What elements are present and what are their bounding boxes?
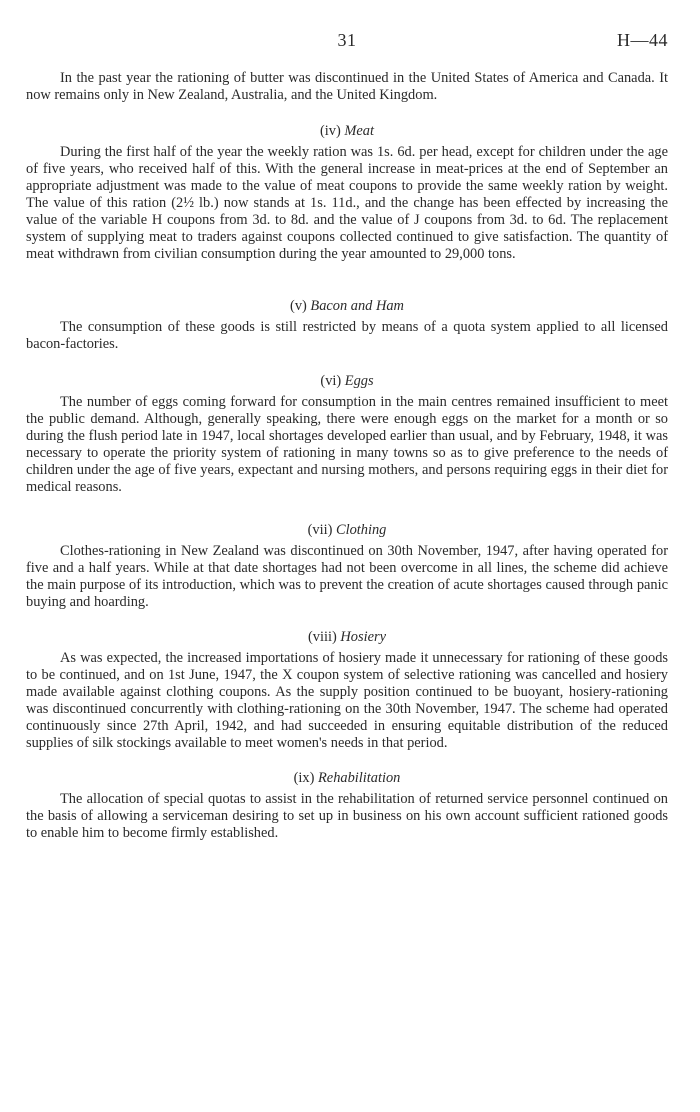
section-heading-rehabilitation	[26, 770, 668, 787]
section-heading-eggs	[26, 373, 668, 390]
section-paragraph-bacon-and-ham: The consumption of these goods is still restricted by means of a quota system applied to all licensed bacon-factories.	[26, 319, 668, 352]
page-header	[26, 30, 668, 54]
section-title: Eggs	[344, 373, 374, 389]
section-title: Hosiery	[340, 629, 386, 645]
section-numeral: (v)	[290, 298, 307, 314]
page-number: 31	[337, 30, 357, 50]
body-text	[26, 70, 668, 842]
section-paragraph-rehabilitation: The allocation of special quotas to assist in the rehabilitation of returned service personnel continued on the basis of allowing a serviceman desiring to set up in business on his own account sufficient rationed goods to enable him to become firmly established.	[26, 791, 668, 841]
section-title: Meat	[344, 123, 374, 139]
section-numeral: (ix)	[293, 770, 315, 786]
section-numeral: (iv)	[320, 123, 341, 139]
section-numeral: (viii)	[308, 629, 337, 645]
section-title: Bacon and Ham	[310, 298, 404, 314]
section-title: Clothing	[336, 522, 387, 538]
section-paragraph-eggs: The number of eggs coming forward for consumption in the main centres remained insufficient to meet the public demand. Although, generally speaking, there were enough eggs on the market for a month or so during the flush period late in 1947, local shortages developed earlier than usual, and by February, 1948, it was necessary to operate the priority system of rationing in many towns so as to give preference to the needs of children under the age of five years, expectant and nursing mothers, and persons requiring eggs in their diet for medical reasons.	[26, 394, 668, 495]
intro-paragraph: In the past year the rationing of butter was discontinued in the United States of America and Canada. It now remains only in New Zealand, Australia, and the United Kingdom.	[26, 70, 668, 103]
section-heading-bacon-and-ham	[26, 298, 668, 315]
section-title: Rehabilitation	[318, 770, 401, 786]
section-numeral: (vi)	[320, 373, 342, 389]
section-heading-hosiery	[26, 629, 668, 646]
section-numeral: (vii)	[307, 522, 333, 538]
section-paragraph-clothing: Clothes-rationing in New Zealand was discontinued on 30th November, 1947, after having operated for five and a half years. While at that date shortages had not been overcome in all lines, the scheme did achieve the main purpose of its introduction, which was to prevent the creation of acute shortages caused through panic buying and hoarding.	[26, 543, 668, 610]
section-paragraph-meat: During the first half of the year the weekly ration was 1s. 6d. per head, except for children under the age of five years, who received half of this. With the general increase in meat-prices at the end of September an appropriate adjustment was made to the value of meat coupons to provide the same weekly ration by weight. The value of this ration (2½ lb.) now stands at 1s. 11d., and the change has been effected by increasing the value of the variable H coupons from 3d. to 8d. and the value of J coupons from 3d. to 6d. The replacement system of supplying meat to traders against coupons collected continued to give satisfaction. The quantity of meat withdrawn from civilian consumption during the year amounted to 29,000 tons.	[26, 144, 668, 262]
section-heading-clothing	[26, 522, 668, 539]
document-reference: H—44	[617, 30, 668, 50]
section-paragraph-hosiery: As was expected, the increased importations of hosiery made it unnecessary for rationing of these goods to be continued, and on 1st June, 1947, the X coupon system of selective rationing was cancelled and hosiery made available against clothing coupons. As the supply position continued to be buoyant, hosiery-rationing was discontinued concurrently with clothing-rationing on the 30th November, 1947. The scheme had operated continuously since 27th April, 1942, and had succeeded in ensuring equitable distribution of the reduced supplies of silk stockings available to meet women's needs in that period.	[26, 650, 668, 751]
section-heading-meat	[26, 123, 668, 140]
